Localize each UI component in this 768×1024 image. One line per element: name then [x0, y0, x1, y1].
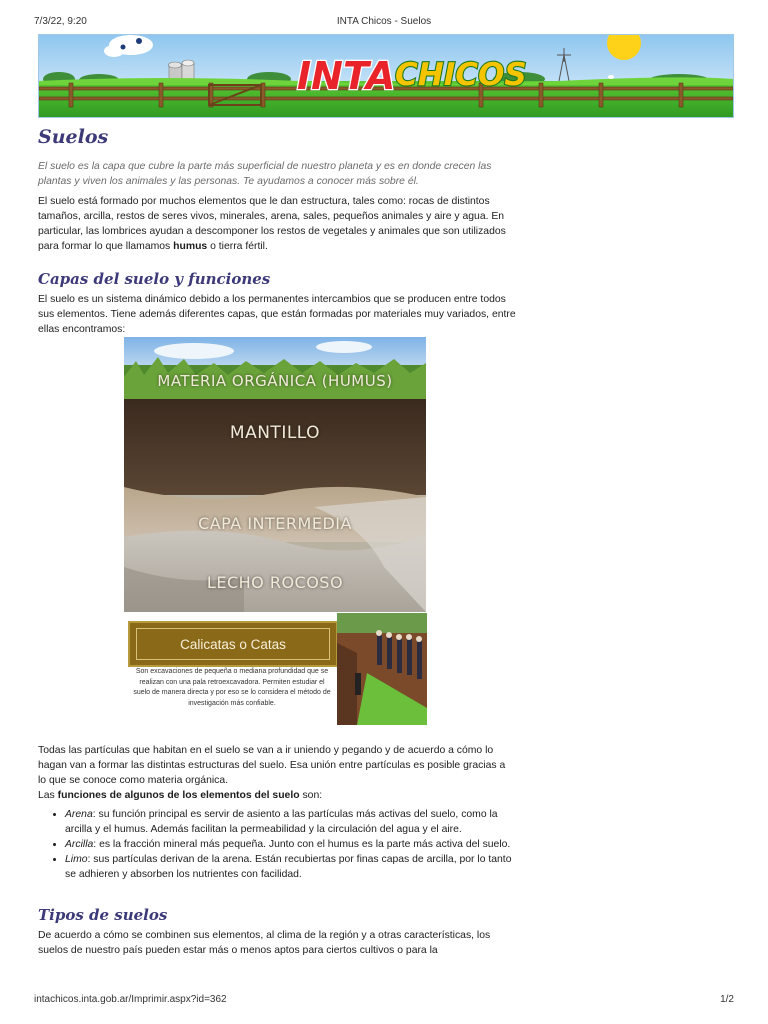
humus-term: humus	[173, 241, 208, 252]
calicatas-panel	[124, 613, 427, 725]
print-datetime: 7/3/22, 9:20	[34, 16, 87, 27]
page-title: Suelos	[38, 126, 109, 148]
logo-text-chicos: CHICOS	[395, 57, 527, 93]
logo-text-inta: INTA	[297, 54, 396, 98]
print-footer	[34, 994, 734, 1008]
intro-text: El suelo es la capa que cubre la parte más superficial de nuestro planeta y es en donde crecen las plantas y viven los animales y las personas. Te ayudamos a conocer más sobre él.	[38, 161, 492, 187]
soil-profile-image	[124, 337, 426, 612]
print-header	[34, 16, 734, 30]
paragraph-functions-intro	[38, 788, 516, 803]
list-item-arcilla	[65, 837, 516, 852]
functions-intro-bold: funciones de algunos de los elementos del suelo	[57, 790, 300, 801]
desc-arena: : su función principal es servir de asiento a las partículas más activas del suelo, como la arcilla y el humus. Además facilitan la permeabilidad y la circulación del agua y el aire.	[65, 809, 498, 835]
paragraph-composition	[38, 194, 516, 254]
print-page-title: INTA Chicos - Suelos	[336, 16, 432, 27]
label-mantillo: MANTILLO	[229, 423, 321, 443]
calicatas-title-banner	[128, 621, 338, 667]
print-url[interactable]: intachicos.inta.gob.ar/Imprimir.aspx?id=362	[34, 994, 227, 1005]
article-top	[38, 124, 516, 707]
page-number: 1/2	[720, 994, 734, 1005]
calicatas-description: Son excavaciones de pequeña o mediana profundidad que se realizan con una pala retroexcavadora. Permiten estudiar el suelo de manera directa y por eso se lo considera el método de investigación más confiable.	[133, 668, 331, 707]
calicata-photo-illustration	[337, 613, 427, 725]
paragraph-composition-text: El suelo está formado por muchos elementos que le dan estructura, tales como: rocas de distintos tamaños, arcilla, restos de seres vivos, minerales, arena, sales, pequeños animales y aire y agua. En particular, las lombrices ayudan a descomponer los restos de vegetales y animales que son utilizados para formar lo que llamamos	[38, 196, 506, 252]
intachicos-logo	[297, 54, 527, 98]
label-lecho-rocoso: LECHO ROCOSO	[206, 573, 344, 592]
term-arcilla: Arcilla	[65, 839, 94, 850]
label-materia-organica: MATERIA ORGÁNICA (HUMUS)	[157, 372, 393, 390]
paragraph-composition-end: o tierra fértil.	[207, 241, 268, 252]
soil-elements-list	[38, 807, 516, 882]
paragraph-soil-types: De acuerdo a cómo se combinen sus elementos, al clima de la región y a otras características, los suelos de nuestro país pueden estar más o menos aptos para ciertos cultivos o para la	[38, 930, 491, 956]
calicatas-title: Calicatas o Catas	[136, 628, 330, 660]
banner-illustration	[39, 35, 733, 117]
calicata-photo	[337, 613, 427, 725]
bird-icon	[608, 75, 614, 79]
list-item-arena	[65, 807, 516, 837]
term-limo: Limo	[65, 854, 88, 865]
paragraph-particles: Todas las partículas que habitan en el suelo se van a ir uniendo y pegando y de acuerdo a cómo lo hagan van a formar las distintas estructuras del suelo. Esa unión entre partículas es posible gracias a lo que se conoce como materia orgánica.	[38, 745, 506, 786]
article-bottom	[38, 743, 516, 958]
paragraph-dynamic-system: El suelo es un sistema dinámico debido a los permanentes intercambios que se producen entre todos sus elementos. Tiene además diferentes capas, que están formadas por materiales muy variados, entre ellas encontramos:	[38, 294, 516, 335]
desc-arcilla: : es la fracción mineral más pequeña. Junto con el humus es la parte más activa del suelo.	[93, 839, 511, 850]
functions-intro-end: son:	[299, 790, 323, 801]
label-capa-intermedia: CAPA INTERMEDIA	[198, 514, 352, 533]
desc-limo: : sus partículas derivan de la arena. Están recubiertas por finas capas de arcilla, por lo tanto se adhieren y absorben los nutrientes con facilidad.	[65, 854, 512, 880]
list-item-limo	[65, 852, 516, 882]
site-banner[interactable]	[38, 34, 734, 118]
calicatas-info	[124, 613, 336, 725]
section-heading-tipos: Tipos de suelos	[38, 906, 168, 924]
term-arena: Arena	[65, 809, 93, 820]
functions-intro-start: Las	[38, 790, 58, 801]
soil-layers-figure	[124, 337, 427, 725]
section-heading-capas: Capas del suelo y funciones	[38, 270, 271, 288]
